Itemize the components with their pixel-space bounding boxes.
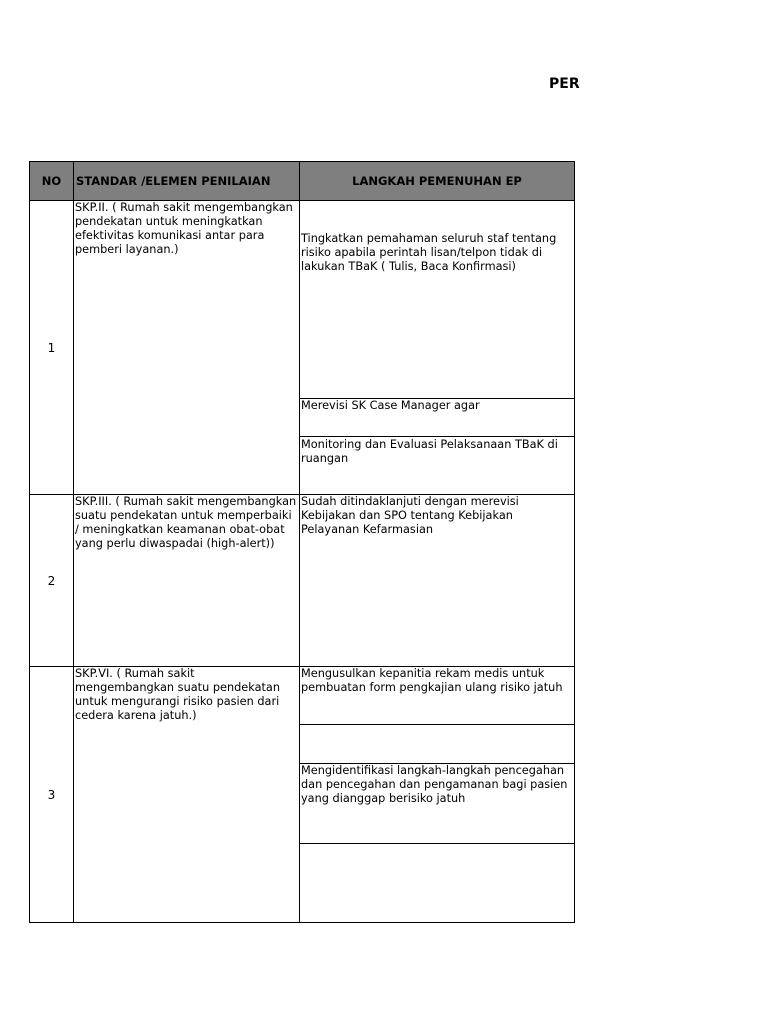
row-2-step-1-cell — [299, 494, 575, 667]
row-2-standar-text: SKP.III. ( Rumah sakit mengembangkan suatu pendekatan untuk memperbaiki / meningkatkan keamanan obat-obat yang perlu diwaspadai (high-alert)) — [75, 495, 297, 550]
row-2-no-cell — [29, 494, 74, 667]
header-no — [29, 161, 74, 201]
header-no-label: NO — [41, 174, 62, 188]
row-3-step-1-text: Mengusulkan kepanitia rekam medis untuk pembuatan form pengkajian ulang risiko jatuh — [301, 667, 563, 694]
row-3-step-1-cell — [299, 666, 575, 725]
header-langkah — [299, 161, 575, 201]
row-3-step-2-cell — [299, 724, 575, 764]
row-2-step-1-text: Sudah ditindaklanjuti dengan merevisi Kebijakan dan SPO tentang Kebijakan Pelayanan Kefarmasian — [301, 495, 519, 536]
row-1-step-2-cell — [299, 398, 575, 437]
row-2-standar-cell — [73, 494, 300, 667]
row-1-no: 1 — [47, 340, 56, 355]
row-1-step-2-text: Merevisi SK Case Manager agar — [301, 399, 480, 412]
row-2-no: 2 — [47, 573, 56, 588]
row-3-standar-cell — [73, 666, 300, 923]
header-standar-label: STANDAR /ELEMEN PENILAIAN — [76, 174, 271, 188]
header-langkah-label: LANGKAH PEMENUHAN EP — [352, 174, 522, 188]
row-3-no-cell — [29, 666, 74, 923]
document-title: PER — [549, 76, 580, 92]
row-3-step-4-cell — [299, 843, 575, 923]
row-1-step-3-text: Monitoring dan Evaluasi Pelaksanaan TBaK di ruangan — [301, 438, 558, 465]
row-1-step-1-text: Tingkatkan pemahaman seluruh staf tentang risiko apabila perintah lisan/telpon tidak di lakukan TBaK ( Tulis, Baca Konfirmasi) — [301, 232, 557, 273]
row-3-no: 3 — [47, 787, 56, 802]
row-3-standar-text: SKP.VI. ( Rumah sakit mengembangkan suatu pendekatan untuk mengurangi risiko pasien dari cedera karena jatuh.) — [75, 667, 281, 722]
row-3-step-3-text: Mengidentifikasi langkah-langkah pencegahan dan pencegahan dan pengamanan bagi pasien yang dianggap berisiko jatuh — [301, 764, 568, 805]
row-1-standar-text: SKP.II. ( Rumah sakit mengembangkan pendekatan untuk meningkatkan efektivitas komunikasi antar para pemberi layanan.) — [75, 201, 293, 256]
row-1-step-3-cell — [299, 436, 575, 495]
row-1-standar-cell — [73, 200, 300, 495]
row-3-step-3-cell — [299, 763, 575, 844]
row-1-step-1-cell — [299, 200, 575, 399]
header-standar — [73, 161, 300, 201]
row-1-no-cell — [29, 200, 74, 495]
